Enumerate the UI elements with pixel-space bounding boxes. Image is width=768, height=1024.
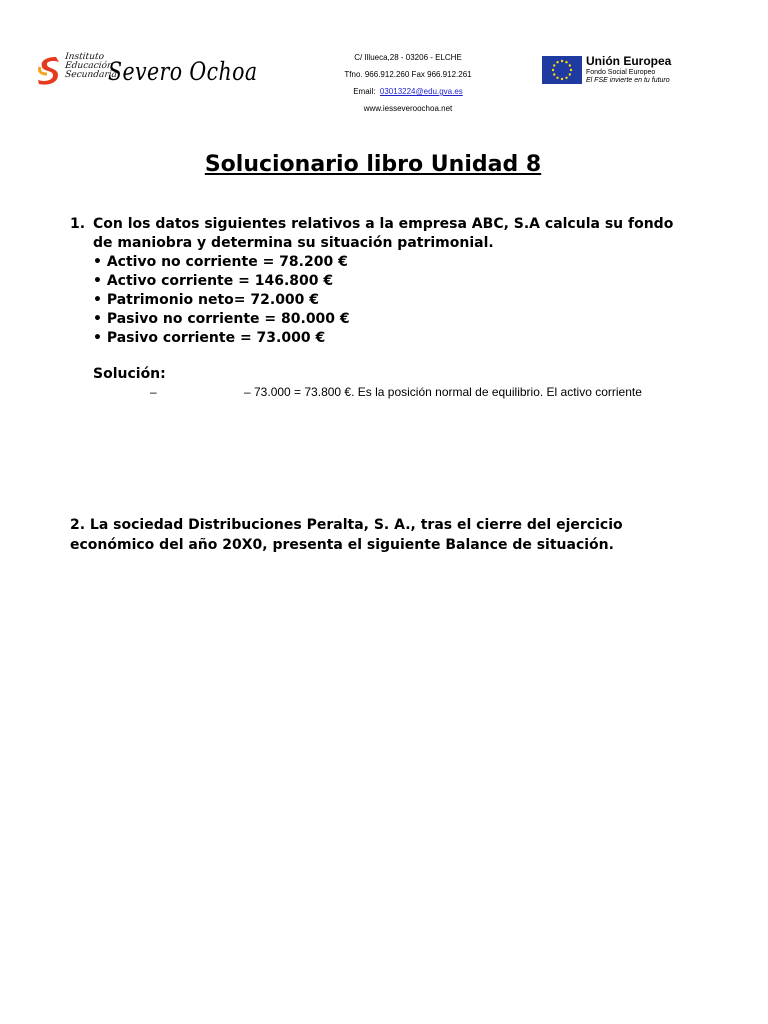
- solution-line: [150, 384, 642, 400]
- question-number: 1.: [70, 216, 86, 232]
- eu-flag-icon: [542, 56, 582, 84]
- question-2: [70, 515, 690, 555]
- school-logo: [36, 52, 258, 93]
- solution-dash: –: [150, 385, 157, 399]
- question-text-line: de maniobra y determina su situación patrimonial.: [93, 235, 494, 251]
- logo-line: Secundaria: [64, 70, 118, 80]
- bullet-item: • Activo corriente = 146.800 €: [93, 273, 334, 289]
- logo-line: Instituto: [64, 52, 105, 62]
- bullet-item: • Pasivo no corriente = 80.000 €: [93, 311, 350, 327]
- eu-fund-name: Fondo Social Europeo: [586, 69, 656, 76]
- bullet-item: • Patrimonio neto= 72.000 €: [93, 292, 320, 308]
- logo-line: Educación: [64, 61, 114, 71]
- question-text-line: Con los datos siguientes relativos a la empresa ABC, S.A calcula su fondo: [93, 216, 674, 232]
- document-title: Solucionario libro Unidad 8: [204, 152, 542, 177]
- question-body: [93, 215, 703, 348]
- eu-slogan: El FSE invierte en tu futuro: [586, 77, 670, 84]
- phone-fax: Tfno. 966.912.260 Fax 966.912.261: [344, 70, 472, 79]
- solution-text: – 73.000 = 73.800 €. Es la posición normal de equilibrio. El activo corriente: [244, 385, 642, 399]
- question-text-line: 2. La sociedad Distribuciones Peralta, S. A., tras el cierre del ejercicio: [70, 517, 623, 533]
- email-row: [300, 83, 516, 100]
- school-name: Severo Ochoa: [108, 57, 258, 86]
- contact-info: [300, 49, 516, 117]
- school-logo-icon: [36, 55, 62, 85]
- email-link[interactable]: 03013224@edu.gva.es: [379, 87, 463, 96]
- bullet-item: • Pasivo corriente = 73.000 €: [93, 330, 326, 346]
- bullet-item: • Activo no corriente = 78.200 €: [93, 254, 348, 270]
- question-text-line: económico del año 20X0, presenta el siguiente Balance de situación.: [70, 537, 614, 553]
- website: www.iesseveroochoa.net: [363, 104, 453, 113]
- address: C/ Illueca,28 - 03206 - ELCHE: [354, 53, 462, 62]
- eu-logo: [542, 56, 702, 90]
- email-label: Email:: [353, 87, 376, 96]
- eu-title: Unión Europea: [586, 54, 672, 68]
- solution-label: Solución:: [93, 366, 166, 382]
- document-header: [0, 46, 768, 120]
